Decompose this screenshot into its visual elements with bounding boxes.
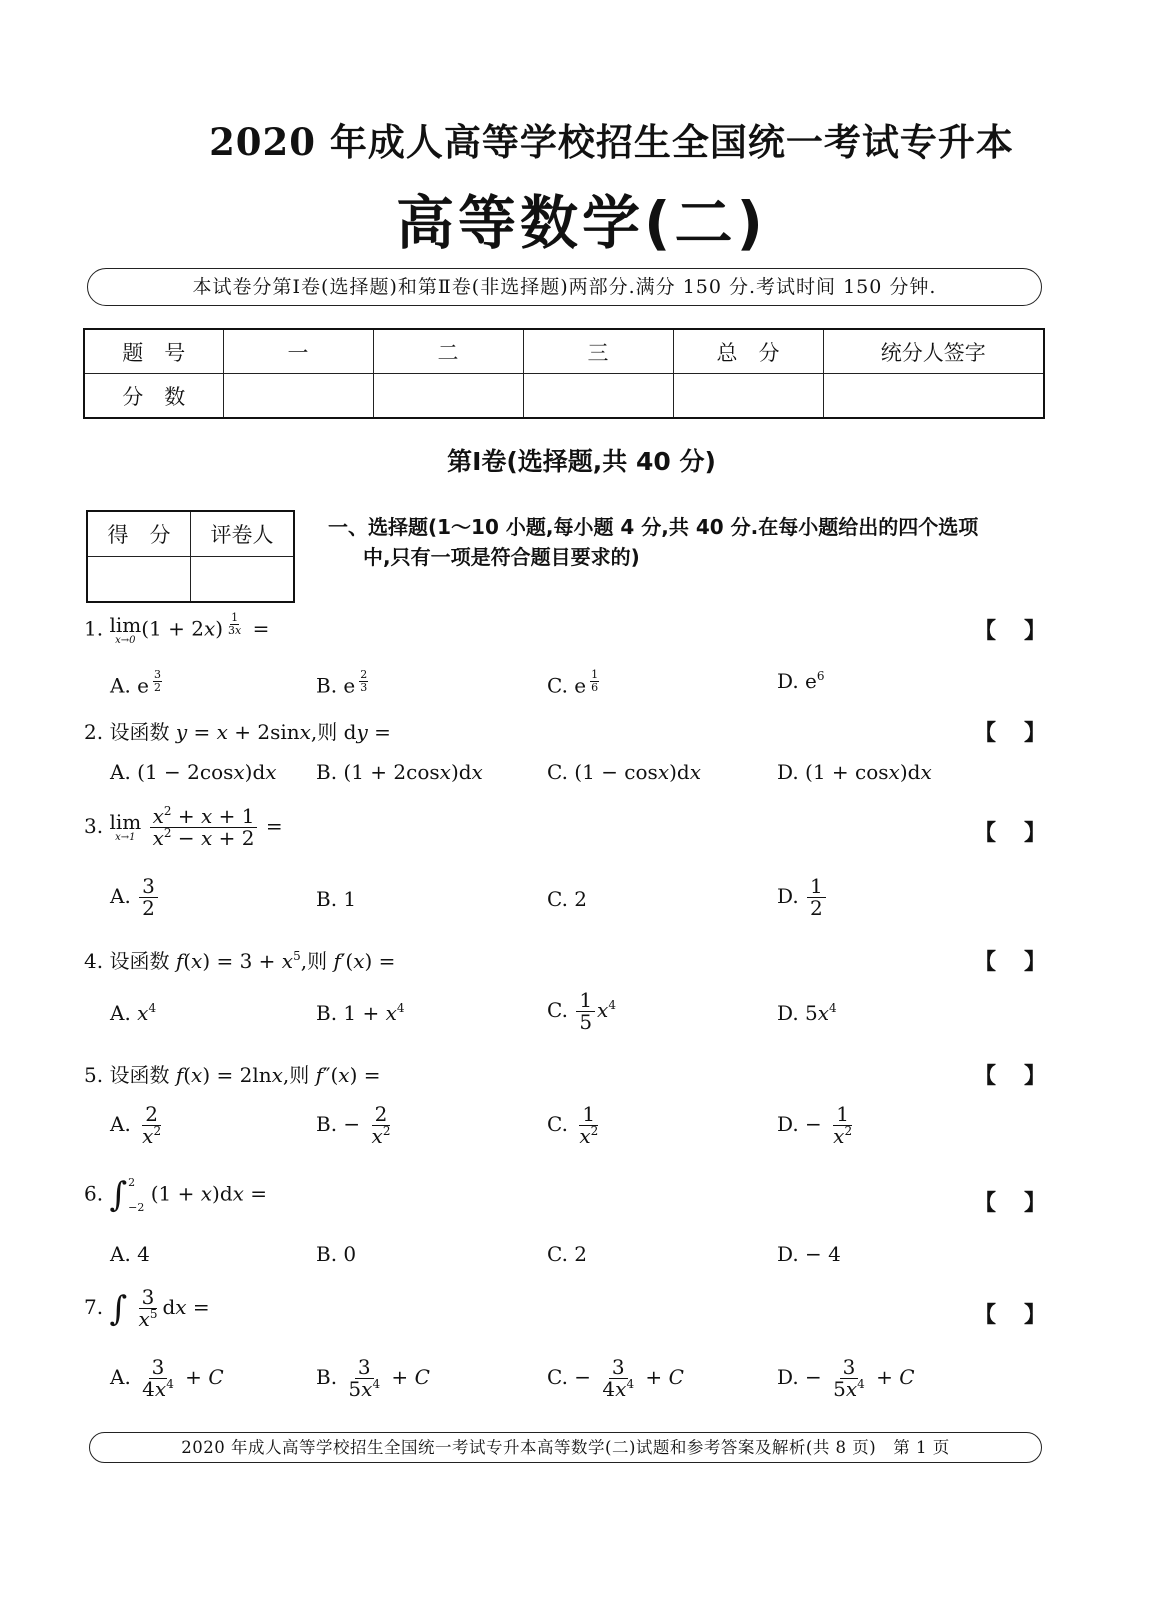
option-b[interactable]: B. 1	[316, 887, 357, 911]
option-a[interactable]: A. e $^{\frac{3}{2}}$	[110, 668, 161, 698]
question-2: 2. 设函数 y = x + 2sinx,则 dy =	[84, 720, 391, 744]
exam-title: 2020 年成人高等学校招生全国统一考试专升本	[209, 120, 1014, 164]
option-a[interactable]: A. 4	[110, 1242, 150, 1266]
option-c[interactable]: C. 2	[547, 887, 588, 911]
score-table	[83, 328, 1045, 419]
score-cell[interactable]	[673, 374, 823, 419]
option-d[interactable]: D. − $\frac{1}{x^2}$	[777, 1102, 853, 1148]
question-3: 3. lim x→1 $\frac{x^2 + x + 1}{x^2 - x + 2}$ =	[84, 804, 283, 850]
option-a[interactable]: A. $\frac{2}{x^2}$	[110, 1102, 162, 1148]
option-c[interactable]: C. $\frac{1}{x^2}$	[547, 1102, 599, 1148]
instruction-line: 一、选择题(1～10 小题,每小题 4 分,共 40 分.在每小题给出的四个选项	[328, 515, 979, 539]
answer-bracket[interactable]: 【 】	[974, 950, 1046, 975]
grader-table	[86, 510, 295, 603]
option-d[interactable]: D. $e^6$	[777, 669, 825, 693]
option-b[interactable]: B. (1 + 2cosx)dx	[316, 760, 483, 784]
score-row-label: 分 数	[84, 374, 223, 419]
section-title: 第Ⅰ卷(选择题,共 40 分)	[447, 447, 716, 476]
option-c[interactable]: C. 2	[547, 1242, 588, 1266]
limit-operator: lim x→1	[109, 810, 142, 843]
option-d[interactable]: D. − 4	[777, 1242, 841, 1266]
question-5: 5. 设函数 f(x) = 2lnx,则 f″(x) =	[84, 1063, 381, 1087]
answer-bracket[interactable]: 【 】	[974, 1191, 1046, 1216]
score-table-header: 一	[223, 329, 373, 374]
question-4: 4. 设函数 $f(x) = 3 + x^5$,则 f′(x) =	[84, 949, 396, 973]
option-c[interactable]: C. e $^{\frac{1}{6}}$	[547, 668, 599, 698]
option-d[interactable]: D. $\frac{1}{2}$	[777, 876, 828, 919]
score-cell[interactable]	[373, 374, 523, 419]
score-table-header: 二	[373, 329, 523, 374]
score-cell[interactable]	[223, 374, 373, 419]
option-a[interactable]: A. $\frac{3}{4x^4}$ + C	[110, 1355, 224, 1401]
grader-name-label: 评卷人	[191, 511, 295, 557]
option-c[interactable]: C. (1 − cosx)dx	[547, 760, 701, 784]
score-table-header: 总 分	[673, 329, 823, 374]
option-a[interactable]: A. $x^4$	[110, 1001, 157, 1025]
option-b[interactable]: B. e $^{\frac{2}{3}}$	[316, 668, 368, 698]
section-instruction	[328, 512, 1048, 572]
answer-bracket[interactable]: 【 】	[974, 1064, 1046, 1089]
question-1: 1. lim x→0 (1 + 2x) $^{\frac{1}{3x}}$ =	[84, 611, 270, 646]
option-d[interactable]: D. (1 + cosx)dx	[777, 760, 932, 784]
limit-operator: lim x→0	[109, 612, 142, 646]
exam-notice: 本试卷分第Ⅰ卷(选择题)和第Ⅱ卷(非选择题)两部分.满分 150 分.考试时间 150 分钟.	[87, 268, 1042, 306]
question-6: 6. ∫ 2 −2 (1 + x)dx =	[84, 1175, 268, 1215]
option-b[interactable]: B. $\frac{3}{5x^4}$ + C	[316, 1355, 430, 1401]
option-a[interactable]: A. $\frac{3}{2}$	[110, 876, 160, 919]
score-table-header: 统分人签字	[823, 329, 1044, 374]
score-cell[interactable]	[823, 374, 1044, 419]
option-c[interactable]: C. $\frac{1}{5}$ $x^4$	[547, 988, 616, 1034]
option-b[interactable]: B. $1 + x^4$	[316, 1001, 405, 1025]
score-table-header: 三	[523, 329, 673, 374]
answer-bracket[interactable]: 【 】	[974, 619, 1046, 644]
answer-bracket[interactable]: 【 】	[974, 1303, 1046, 1328]
question-7: 7. ∫ $\frac{3}{x^5}$ dx =	[84, 1285, 210, 1331]
subject-title: 高等数学(二)	[395, 189, 768, 257]
answer-bracket[interactable]: 【 】	[974, 721, 1046, 746]
option-c[interactable]: C. − $\frac{3}{4x^4}$ + C	[547, 1355, 684, 1401]
instruction-line: 中,只有一项是符合题目要求的)	[363, 545, 640, 569]
option-a[interactable]: A. (1 − 2cosx)dx	[110, 760, 277, 784]
integral-operator: ∫	[109, 1288, 128, 1329]
grader-score-cell[interactable]	[87, 557, 191, 603]
score-cell[interactable]	[523, 374, 673, 419]
option-b[interactable]: B. 0	[316, 1242, 357, 1266]
grader-name-cell[interactable]	[191, 557, 295, 603]
grader-score-label: 得 分	[87, 511, 191, 557]
option-b[interactable]: B. − $\frac{2}{x^2}$	[316, 1102, 391, 1148]
answer-bracket[interactable]: 【 】	[974, 821, 1046, 846]
score-table-header: 题 号	[84, 329, 223, 374]
option-d[interactable]: D. − $\frac{3}{5x^4}$ + C	[777, 1355, 915, 1401]
integral-operator: ∫ 2 −2	[109, 1175, 145, 1215]
option-d[interactable]: D. $5x^4$	[777, 1001, 837, 1025]
page-footer: 2020 年成人高等学校招生全国统一考试专升本高等数学(二)试题和参考答案及解析(共 8 页) 第 1 页	[89, 1432, 1042, 1463]
